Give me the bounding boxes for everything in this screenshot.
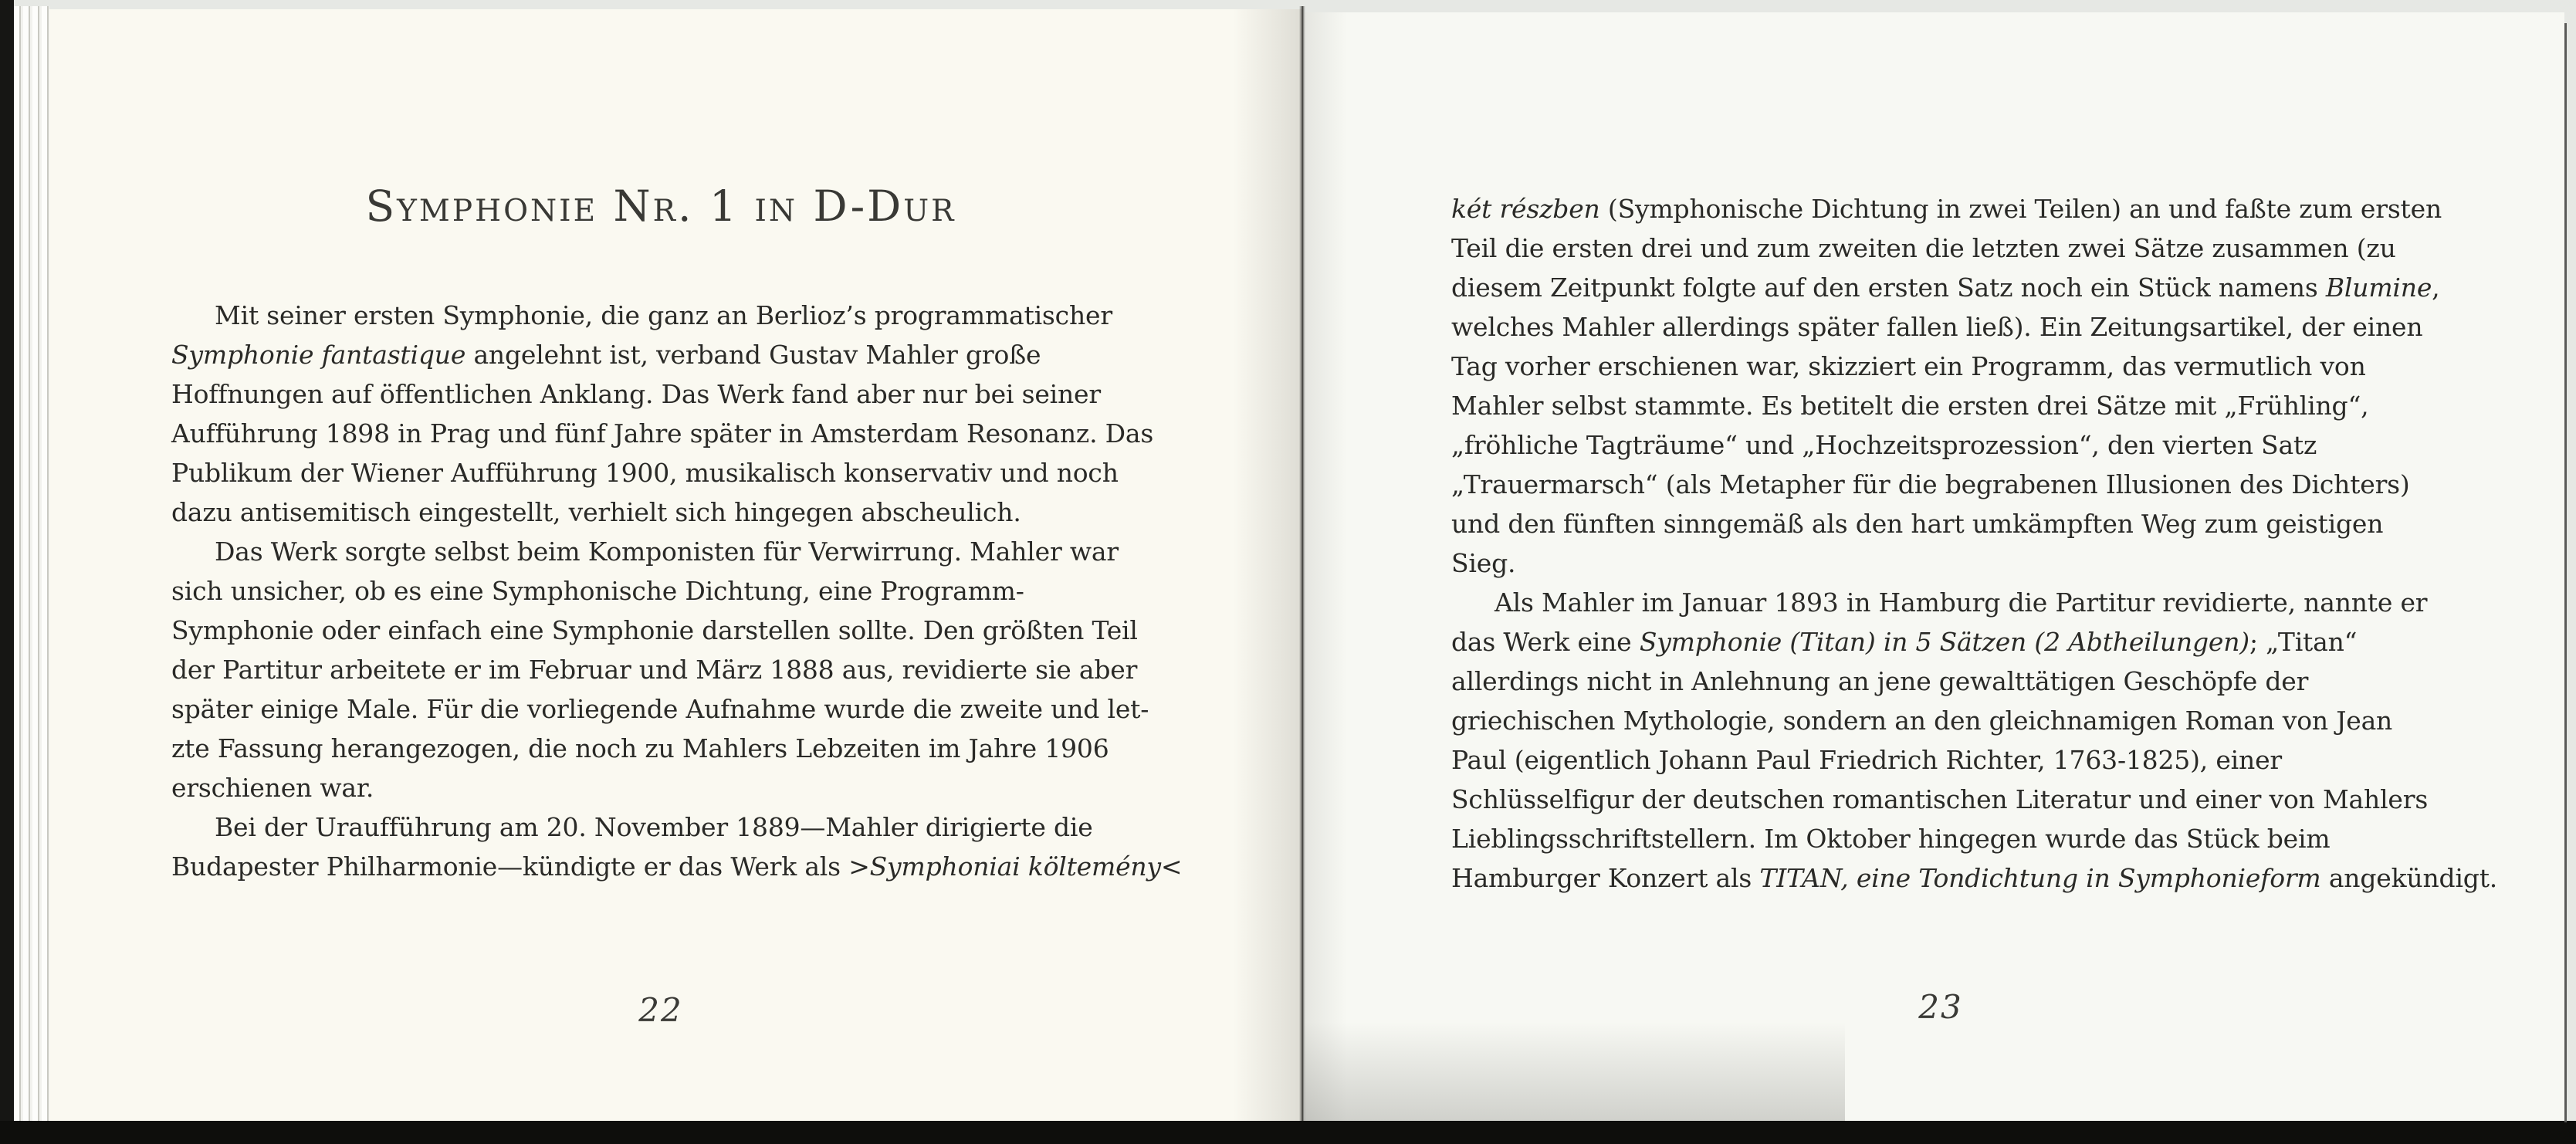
text-run: das Werk eine <box>1451 627 1640 657</box>
text-line <box>1451 662 2430 701</box>
text-run: Sieg. <box>1451 548 1516 578</box>
text-line <box>171 611 1150 650</box>
text-run: zte Fassung herangezogen, die noch zu Mahlers Lebzeiten im Jahre 1906 <box>171 733 1109 763</box>
text-run: Hoffnungen auf öffentlichen Anklang. Das Werk fand aber nur bei seiner <box>171 379 1101 409</box>
text-line <box>171 571 1150 611</box>
text-line <box>1451 425 2430 465</box>
text-run: (Symphonische Dichtung in zwei Teilen) an und faßte zum ersten <box>1599 194 2442 224</box>
text-run: Mit seiner ersten Symphonie, die ganz an Berlioz’s programmatischer <box>215 300 1112 330</box>
text-line <box>1451 347 2430 386</box>
italic-text-run: Symphonie (Titan) in 5 Sätzen (2 Abtheilungen) <box>1639 627 2249 657</box>
text-run: , <box>2432 272 2440 303</box>
text-line <box>171 768 1150 807</box>
left-page-body-text <box>171 296 1183 886</box>
text-run: griechischen Mythologie, sondern an den gleichnamigen Roman von Jean <box>1451 706 2393 736</box>
text-run: sich unsicher, ob es eine Symphonische Dichtung, eine Programm- <box>171 576 1024 606</box>
text-line <box>171 807 1150 847</box>
text-run: Bei der Uraufführung am 20. November 1889—Mahler dirigierte die <box>215 812 1093 842</box>
italic-text-run: TITAN, eine Tondichtung in Symphonieform <box>1759 863 2321 893</box>
text-line <box>1451 858 2498 898</box>
text-run: und den fünften sinngemäß als den hart umkämpften Weg zum geistigen <box>1451 509 2384 539</box>
text-run: Publikum der Wiener Aufführung 1900, musikalisch konservativ und noch <box>171 458 1119 488</box>
left-page <box>49 9 1302 1122</box>
text-line <box>1451 740 2430 780</box>
text-line <box>171 532 1150 571</box>
text-run: „fröhliche Tagträume“ und „Hochzeitsprozession“, den vierten Satz <box>1451 430 2317 460</box>
text-run: welches Mahler allerdings später fallen ließ). Ein Zeitungsartikel, der einen <box>1451 312 2423 342</box>
text-line <box>1451 622 2430 662</box>
text-run: Mahler selbst stammte. Es betitelt die ersten drei Sätze mit „Frühling“, <box>1451 391 2369 421</box>
gutter-shadow-right <box>1305 12 1347 1122</box>
text-run: angelehnt ist, verband Gustav Mahler große <box>465 340 1041 370</box>
italic-text-run: Symphonie fantastique <box>171 340 466 370</box>
text-run: Paul (eigentlich Johann Paul Friedrich Richter, 1763-1825), einer <box>1451 745 2282 775</box>
text-run: Budapester Philharmonie—kündigte er das Werk als <box>171 851 849 882</box>
text-line <box>171 650 1150 689</box>
text-line <box>171 453 1150 492</box>
text-run: ; „Titan“ <box>2249 627 2358 657</box>
text-line <box>1451 268 2440 307</box>
text-line <box>1451 465 2430 504</box>
text-line <box>171 374 1150 414</box>
page-edge-line-right <box>2564 23 2567 1122</box>
text-run: angekündigt. <box>2320 863 2498 893</box>
text-run: Lieblingsschriftstellern. Im Oktober hingegen wurde das Stück beim <box>1451 824 2331 854</box>
text-line <box>1451 701 2430 740</box>
text-run: Aufführung 1898 in Prag und fünf Jahre später in Amsterdam Resonanz. Das <box>171 418 1154 448</box>
text-run: Als Mahler im Januar 1893 in Hamburg die Partitur revidierte, nannte er <box>1494 587 2428 618</box>
text-line <box>171 492 1150 532</box>
text-line <box>1451 189 2442 228</box>
chapter-title: Symphonie Nr. 1 in D-Dur <box>365 181 956 231</box>
text-line <box>1451 386 2430 425</box>
text-run: allerdings nicht in Anlehnung an jene gewalttätigen Geschöpfe der <box>1451 666 2309 696</box>
text-line <box>1451 543 2430 583</box>
text-line <box>171 689 1150 729</box>
text-line <box>1451 583 2430 622</box>
text-run: dazu antisemitisch eingestellt, verhielt sich hingegen abscheulich. <box>171 497 1021 527</box>
text-line <box>1451 504 2430 543</box>
book-gutter <box>1299 6 1305 1122</box>
italic-text-run: két részben <box>1451 194 1600 224</box>
text-run: „Trauermarsch“ (als Metapher für die begrabenen Illusionen des Dichters) <box>1451 469 2410 499</box>
text-line <box>171 335 1150 374</box>
italic-text-run: Blumine <box>2325 272 2432 303</box>
right-page <box>1305 12 2564 1122</box>
text-line <box>1451 819 2430 858</box>
text-run: Symphonie oder einfach eine Symphonie darstellen sollte. Den größten Teil <box>171 615 1138 645</box>
text-run: Schlüsselfigur der deutschen romantischen Literatur und einer von Mahlers <box>1451 784 2429 814</box>
left-page-number: 22 <box>638 991 683 1029</box>
book-cover-edge-bottom <box>0 1121 2576 1144</box>
text-run: diesem Zeitpunkt folgte auf den ersten Satz noch ein Stück namens <box>1451 272 2326 303</box>
text-line <box>171 414 1154 453</box>
text-run: später einige Male. Für die vorliegende Aufnahme wurde die zweite und let- <box>171 694 1149 724</box>
text-run: Hamburger Konzert als <box>1451 863 1760 893</box>
right-page-body-text <box>1451 189 2498 898</box>
italic-text-run: >Symphoniai költemény< <box>848 851 1183 882</box>
text-run: Tag vorher erschienen war, skizziert ein Programm, das vermutlich von <box>1451 351 2366 381</box>
text-run: erschienen war. <box>171 773 374 803</box>
text-run: der Partitur arbeitete er im Februar und März 1888 aus, revidierte sie aber <box>171 655 1138 685</box>
text-line <box>171 729 1150 768</box>
text-run: Teil die ersten drei und zum zweiten die letzten zwei Sätze zusammen (zu <box>1451 233 2396 263</box>
text-line <box>1451 780 2430 819</box>
text-line <box>171 847 1183 886</box>
text-line <box>1451 307 2430 347</box>
stacked-page-edges <box>14 6 49 1125</box>
text-line <box>1451 228 2430 268</box>
book-cover-edge-left <box>0 0 14 1144</box>
gutter-shadow-left <box>1233 9 1302 1122</box>
right-page-number: 23 <box>1918 988 1963 1026</box>
gutter-shadow-bottom <box>1305 1022 1845 1122</box>
text-run: Das Werk sorgte selbst beim Komponisten für Verwirrung. Mahler war <box>215 536 1119 567</box>
text-line <box>171 296 1150 335</box>
